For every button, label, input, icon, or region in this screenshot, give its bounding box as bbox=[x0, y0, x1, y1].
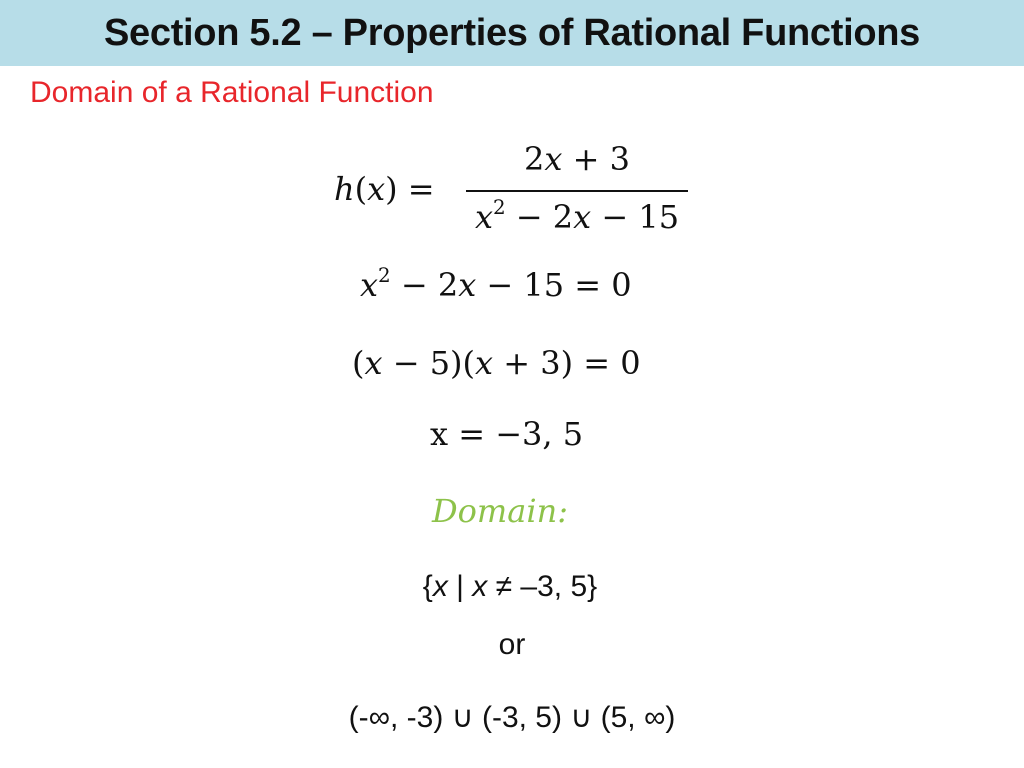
factored-equation: (x − 5)(x + 3) = 0 bbox=[352, 344, 641, 382]
fraction-bar bbox=[466, 190, 688, 192]
quadratic-equation: $x^2 - 2x - 15 = 0$ bbox=[360, 264, 632, 304]
or-text: or bbox=[498, 628, 526, 661]
slide-title: Section 5.2 – Properties of Rational Functions bbox=[103, 12, 921, 54]
function-definition bbox=[334, 140, 694, 240]
domain-label: Domain: bbox=[432, 492, 568, 530]
set-builder-notation: {x | x ≠ –3, 5} bbox=[422, 570, 598, 603]
interval-notation: (-∞, -3) ∪ (-3, 5) ∪ (5, ∞) bbox=[348, 701, 676, 734]
fraction-numerator: 2x + 3 bbox=[524, 140, 630, 178]
section-subtitle: Domain of a Rational Function bbox=[30, 76, 434, 109]
roots-equation: x = −3, 5 bbox=[430, 415, 584, 453]
fraction-denominator: $x^2 - 2x - 15$ bbox=[474, 196, 680, 236]
function-lhs: h(x) = bbox=[334, 170, 435, 208]
